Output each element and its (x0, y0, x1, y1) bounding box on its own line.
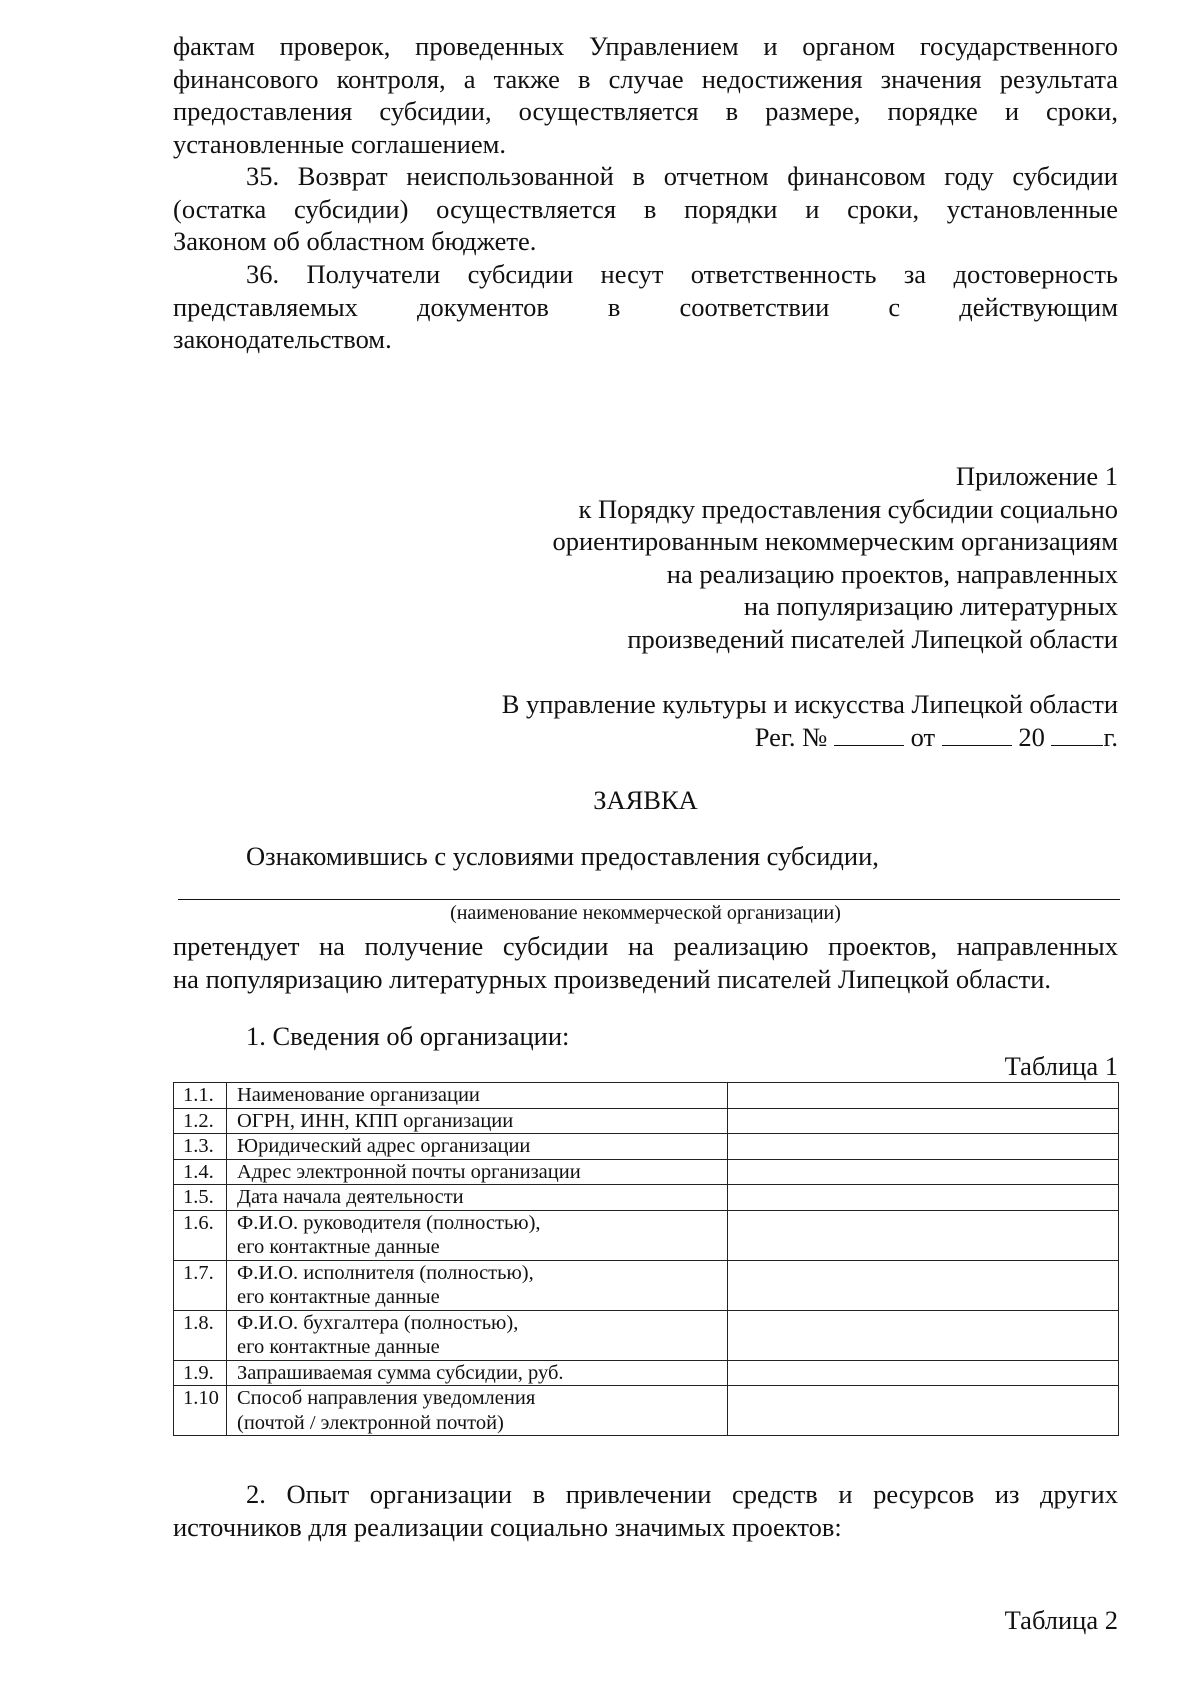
paragraph-line: предоставления субсидии, осуществляется в размере, порядке и сроки, (173, 96, 1118, 126)
row-label (227, 1083, 728, 1109)
row-label-line: ОГРН, ИНН, КПП организации (237, 1109, 514, 1132)
table-row (174, 1159, 1119, 1185)
section-2-block (173, 1478, 1118, 1543)
table-row (174, 1386, 1119, 1436)
paragraph-35 (173, 160, 1118, 258)
appendix-line: на популяризацию литературных (743, 591, 1118, 621)
row-number: 1.9. (174, 1360, 227, 1386)
table-1 (173, 1082, 1119, 1436)
paragraph-line: 35. Возврат неиспользованной в отчетном финансовом году субсидии (246, 161, 1118, 191)
row-value-cell[interactable] (728, 1185, 1119, 1211)
org-name-caption: (наименование некоммерческой организации) (450, 902, 841, 924)
paragraph-line: (остатка субсидии) осуществляется в порядки и сроки, установленные (173, 193, 1118, 224)
continued-paragraph (173, 30, 1118, 160)
table-row (174, 1134, 1119, 1160)
row-label-line: (почтой / электронной почтой) (237, 1411, 504, 1434)
row-label (227, 1134, 728, 1160)
row-label (227, 1159, 728, 1185)
row-value-cell[interactable] (728, 1083, 1119, 1109)
row-label-line: Ф.И.О. руководителя (полностью), (237, 1211, 541, 1234)
paragraph-line: претендует на получение субсидии на реализацию проектов, направленных (173, 931, 1118, 961)
paragraph-36 (173, 258, 1118, 356)
row-label (227, 1386, 728, 1436)
year-suffix: г. (1103, 721, 1118, 752)
row-label (227, 1108, 728, 1134)
appendix-line: Приложение 1 (955, 461, 1118, 491)
row-label (227, 1260, 728, 1310)
intro-block (173, 840, 1118, 873)
from-label: от (910, 721, 936, 752)
addressee-block (173, 688, 1118, 753)
row-number: 1.1. (174, 1083, 227, 1109)
paragraph-line: представляемых документов в соответствии с действующим (173, 291, 1118, 322)
table-row (174, 1185, 1119, 1211)
row-label-line: Наименование организации (237, 1084, 480, 1106)
row-value-cell[interactable] (728, 1108, 1119, 1134)
row-number: 1.3. (174, 1134, 227, 1160)
row-value-cell[interactable] (728, 1260, 1119, 1310)
row-label (227, 1185, 728, 1211)
appendix-header (173, 460, 1118, 655)
paragraph-line: финансового контроля, а также в случае недостижения значения результата (173, 63, 1118, 94)
row-label-line: Дата начала деятельности (237, 1186, 464, 1208)
table-row (174, 1310, 1119, 1360)
appendix-line: ориентированным некоммерческим организациям (552, 526, 1118, 556)
table-row (174, 1210, 1119, 1260)
row-value-cell[interactable] (728, 1210, 1119, 1260)
appendix-line: к Порядку предоставления субсидии социально (578, 493, 1118, 524)
row-number: 1.5. (174, 1185, 227, 1211)
table-2-caption: Таблица 2 (1004, 1605, 1118, 1635)
appendix-line: произведений писателей Липецкой области (627, 623, 1118, 654)
document-title: ЗАЯВКА (593, 785, 698, 815)
table-2-caption-block (173, 1604, 1118, 1637)
reg-label: Рег. № (754, 721, 828, 752)
table-row (174, 1260, 1119, 1310)
row-value-cell[interactable] (728, 1310, 1119, 1360)
date-field[interactable] (942, 721, 1012, 746)
paragraph-line: установленные соглашением. (173, 128, 507, 159)
paragraph-line: на популяризацию литературных произведений писателей Липецкой области. (173, 963, 1052, 994)
paragraph-line: источников для реализации социально значимых проектов: (173, 1511, 842, 1542)
row-label-line: его контактные данные (237, 1336, 440, 1358)
row-label-line: Запрашиваемая сумма субсидии, руб. (237, 1361, 564, 1384)
section-1-heading: 1. Сведения об организации: (246, 1021, 570, 1051)
table-row (174, 1360, 1119, 1386)
row-label-line: его контактные данные (237, 1286, 440, 1308)
row-value-cell[interactable] (728, 1360, 1119, 1386)
row-label-line: его контактные данные (237, 1236, 440, 1258)
row-label-line: Юридический адрес организации (237, 1135, 531, 1157)
appendix-line: на реализацию проектов, направленных (666, 558, 1118, 589)
paragraph-line: Законом об областном бюджете. (173, 226, 537, 256)
title-block (173, 785, 1118, 816)
addressee: В управление культуры и искусства Липецкой области (501, 689, 1118, 719)
row-value-cell[interactable] (728, 1134, 1119, 1160)
table-1-caption-block (173, 1050, 1118, 1083)
row-value-cell[interactable] (728, 1386, 1119, 1436)
table-1-caption: Таблица 1 (1004, 1051, 1118, 1081)
intro-text: Ознакомившись с условиями предоставления субсидии, (246, 841, 879, 871)
section-1-block (173, 1020, 1118, 1053)
row-label (227, 1210, 728, 1260)
claims-paragraph (173, 930, 1118, 995)
row-number: 1.8. (174, 1310, 227, 1360)
reg-number-field[interactable] (834, 721, 904, 746)
row-label-line: Ф.И.О. бухгалтера (полностью), (237, 1311, 519, 1334)
year-field[interactable] (1051, 721, 1103, 746)
paragraph-line: фактам проверок, проведенных Управлением и органом государственного (173, 31, 1118, 61)
row-label-line: Ф.И.О. исполнителя (полностью), (237, 1261, 534, 1284)
row-label (227, 1360, 728, 1386)
row-number: 1.7. (174, 1260, 227, 1310)
org-name-field[interactable] (178, 899, 1120, 900)
paragraph-line: 36. Получатели субсидии несут ответственность за достоверность (246, 259, 1118, 289)
row-number: 1.10 (174, 1386, 227, 1436)
row-number: 1.2. (174, 1108, 227, 1134)
paragraph-line: 2. Опыт организации в привлечении средств и ресурсов из других (246, 1479, 1118, 1509)
table-row (174, 1108, 1119, 1134)
row-number: 1.4. (174, 1159, 227, 1185)
row-number: 1.6. (174, 1210, 227, 1260)
paragraph-line: законодательством. (173, 324, 392, 354)
row-value-cell[interactable] (728, 1159, 1119, 1185)
row-label (227, 1310, 728, 1360)
row-label-line: Способ направления уведомления (237, 1387, 536, 1409)
table-row (174, 1083, 1119, 1109)
row-label-line: Адрес электронной почты организации (237, 1160, 581, 1183)
year-label: 20 (1018, 721, 1045, 752)
registration-line (173, 721, 1118, 754)
